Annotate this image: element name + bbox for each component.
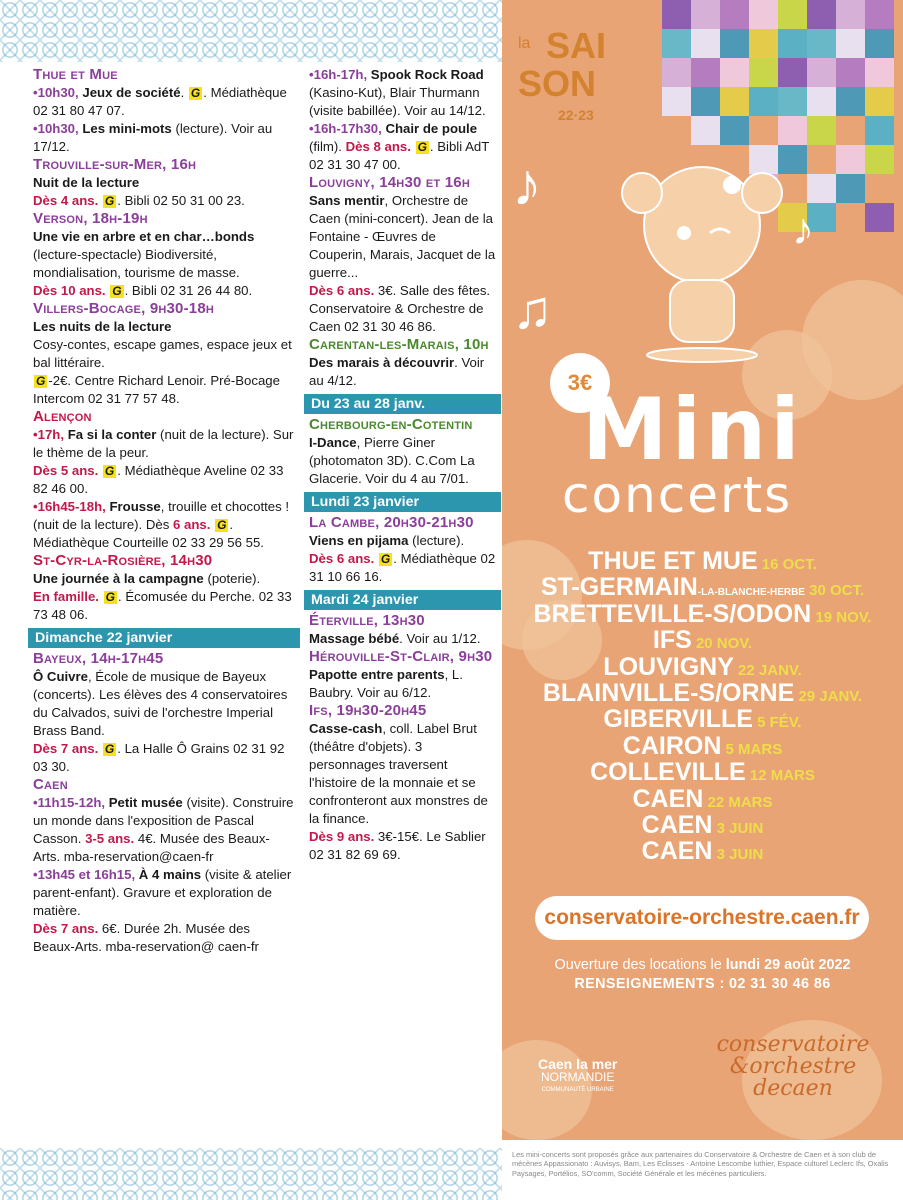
mosaic-tile [836,87,865,116]
town-heading: La Cambe, 20h30-21h30 [309,514,474,531]
concert-date: 22 JANV. [733,661,802,679]
town-heading: Éterville, 13h30 [309,612,425,629]
event-entry: Viens en pijama (lecture). Dès 6 ans. G . Médiathèque 02 31 10 66 16. [309,533,496,584]
town-heading: Louvigny, 14h30 et 16h [309,174,470,191]
mosaic-tile [865,87,894,116]
mosaic-tile [691,29,720,58]
mosaic-tile [691,116,720,145]
mosaic-tile [662,87,691,116]
concert-place: CAEN [641,837,713,866]
day-header: Lundi 23 janvier [304,492,501,512]
town-heading: Ifs, 19h30-20h45 [309,702,427,719]
event-entry: Papotte entre parents, L. Baubry. Voir au 6/12. [309,667,463,700]
music-note-icon: ♫ [512,280,553,340]
mosaic-tile [691,87,720,116]
mosaic-tile [807,87,836,116]
mosaic-tile [778,29,807,58]
event-entry: •10h30, Jeux de société. G . Médiathèque 02 31 80 47 07. [33,85,287,118]
mosaic-tile [836,29,865,58]
mosaic-tile [865,29,894,58]
mosaic-tile [749,87,778,116]
event-entry: Une journée à la campagne (poterie). En famille. G . Écomusée du Perche. 02 33 73 48 06. [33,571,292,622]
mosaic-tile [865,116,894,145]
event-entry: Ô Cuivre, École de musique de Bayeux (concerts). Les élèves des 4 conservatoires du Calvados, suivi de l'orchestre Imperial Brass Band. Dès 7 ans. G . La Halle Ô Grains 02 31 92 03 30. [33,669,288,774]
decorative-pattern-top [0,0,502,62]
event-entry: Une vie en arbre et en char…bonds (lecture-spectacle) Biodiversité, mondialisation, tourisme de masse. Dès 10 ans. G . Bibli 02 31 26 44 80. [33,229,255,298]
caen-la-mer-logo: Caen la mer NORMANDIE COMMUNAUTÉ URBAINE [538,1056,618,1093]
mosaic-tile [807,58,836,87]
event-entry: Des marais à découvrir. Voir au 4/12. [309,355,485,388]
mosaic-tile [865,145,894,174]
mosaic-tile [720,87,749,116]
mosaic-tile [836,0,865,29]
website-link[interactable]: conservatoire-orchestre.caen.fr [535,896,869,940]
event-entry: •16h-17h, Spook Rock Road (Kasino-Kut), Blair Thurmann (visite babillée). Voir au 14/12. [309,67,486,118]
conservatoire-logo: conservatoire &orchestre decaen [716,1032,870,1101]
mini-concerts-poster: la SAI SON 22·23 ♪ ♫ ♪ 3€ Mini concerts THUE ET MUE 16 OCT. ST-GERMAIN-LA-BLANCHE-HERBE 30 OCT. BRETTEVILLE-S/ODON 19 NOV. IFS 20 NOV. LOUVIGNY 22 JANV. BLAINVILLE-S/ORNE 29 JANV. GIBERVILLE 5 FÉV. CAIRON 5 MARS COLLEVILLE 12 MARS CAEN 22 MARS CAEN 3 JUIN CAEN 3 JUIN conservatoire-orchestre.caen.fr Ouverture des locations le lundi 29 août 2022 RENSEIGNEMENTS : 02 31 30 46 86 Caen la mer NORMANDIE COMMUNAUTÉ URBAINE conservatoire &orchestre decaen [502,0,903,1140]
mosaic-tile [720,116,749,145]
mosaic-tile [662,29,691,58]
town-heading: Hérouville-St-Clair, 9h30 [309,648,493,665]
mosaic-tile [778,116,807,145]
event-entry: •10h30, Les mini-mots (lecture). Voir au 17/12. [33,121,273,154]
event-entry: •11h15-12h, Petit musée (visite). Construire un monde dans l'exposition de Pascal Casson. 3-5 ans. 4€. Musée des Beaux-Arts. mba-reservation@caen-fr [33,795,294,864]
mosaic-tile [865,203,894,232]
concert-date: 3 JUIN [712,846,764,864]
mosaic-tile [836,145,865,174]
partners-credit: Les mini-concerts sont proposés grâce aux partenaires du Conservatoire & Orchestre de Caen et à son club de mécènes Appassionato : Auvisys, Bam, Les Eclisses - Antoine Lescombe luthier, Espace culturel Leclerc Ifs, Oxalis Paysages, Portélios, SO'comm, Société Générale et les mécènes particuliers. [512,1150,889,1178]
town-heading: Verson, 18h-19h [33,210,148,227]
free-badge: G [105,590,115,604]
agenda-column-2 [309,66,496,864]
mosaic-tile [807,0,836,29]
town-heading: Caen [33,776,68,793]
event-entry: •17h, Fa si la conter (nuit de la lecture). Sur le thème de la peur. Dès 5 ans. G . Médiathèque Aveline 02 33 82 46 00. [33,427,294,496]
event-entry: Sans mentir, Orchestre de Caen (mini-concert). Jean de la Fontaine - Œuvres de Couperin, Marais, Jacquet de la guerre... Dès 6 ans. 3€. Salle des fêtes. Conservatoire & Orchestre de Caen 02 31 30 46 86. [309,193,496,334]
girl-character-illustration [612,155,792,365]
day-header: Du 23 au 28 janv. [304,394,501,414]
concert-place: ST-GERMAIN [540,573,698,602]
event-entry: •16h-17h30, Chair de poule (film). Dès 8 ans. G . Bibli AdT 02 31 30 47 00. [309,121,490,172]
mosaic-tile [778,58,807,87]
mosaic-tile [778,87,807,116]
poster-title-concerts: concerts [562,466,793,524]
mosaic-tile [691,58,720,87]
concert-place: LOUVIGNY [603,652,734,681]
mosaic-tile [691,0,720,29]
mosaic-tile [778,0,807,29]
town-heading: Cherbourg-en-Cotentin [309,416,473,433]
mosaic-tile [865,58,894,87]
concert-date: 20 NOV. [691,635,753,653]
mosaic-tile [749,58,778,87]
concert-date: 30 OCT. [804,582,865,600]
town-heading: Trouville-sur-Mer, 16h [33,156,197,173]
mosaic-tile [807,116,836,145]
event-entry: Massage bébé. Voir au 1/12. [309,631,481,646]
town-heading: Thue et Mue [33,66,118,83]
concert-place: GIBERVILLE [603,705,753,734]
concert-date: 19 NOV. [811,608,872,626]
day-header: Dimanche 22 janvier [28,628,300,648]
free-badge: G [104,194,115,208]
free-badge: G [36,374,46,388]
free-badge: G [380,552,391,566]
poster-title-mini: Mini [582,380,804,480]
event-entry: I-Dance, Pierre Giner (photomaton 3D). C.Com La Glacerie. Voir du 4 au 7/01. [309,435,475,486]
concert-date: 22 MARS [703,793,773,811]
concert-place: THUE ET MUE [588,547,758,575]
event-entry: Nuit de la lecture Dès 4 ans. G . Bibli 02 50 31 00 23. [33,175,245,208]
concert-place: COLLEVILLE [590,758,746,787]
town-heading: Alençon [33,408,92,425]
mosaic-tile [836,58,865,87]
mosaic-tile [662,0,691,29]
info-phone: RENSEIGNEMENTS : 02 31 30 46 86 [574,976,831,992]
free-badge: G [112,284,122,298]
free-badge: G [217,518,227,532]
town-heading: Bayeux, 14h-17h45 [33,650,164,667]
free-badge: G [417,140,427,154]
concert-place: CAIRON [622,731,722,760]
agenda-column-1 [33,66,295,956]
free-badge: G [190,86,201,100]
price-badge: 3€ [550,353,610,413]
concert-place: BLAINVILLE-S/ORNE [542,679,795,707]
day-header: Mardi 24 janvier [304,590,501,610]
mosaic-tile [662,58,691,87]
concert-date: 5 MARS [721,740,783,758]
decorative-pattern-bottom [0,1148,502,1200]
town-heading: Villers-Bocage, 9h30-18h [33,300,215,317]
concert-place: IFS [652,626,692,655]
town-heading: St-Cyr-la-Rosière, 14h30 [33,552,213,569]
mosaic-tile [836,174,865,203]
concert-date: 12 MARS [745,767,815,785]
concert-date: 3 JUIN [712,820,764,837]
concert-place: CAEN [632,784,704,813]
mosaic-tile [720,29,749,58]
mosaic-tile [865,0,894,29]
concert-date: 16 OCT. [757,556,817,573]
event-entry: Les nuits de la lecture Cosy-contes, escape games, espace jeux et bal littéraire. G -2€. Centre Richard Lenoir. Pré-Bocage Intercom 02 31 77 57 48. [33,319,292,406]
mosaic-tile [749,29,778,58]
town-heading: Carentan-les-Marais, 10h [309,336,489,353]
mosaic-tile [807,29,836,58]
concert-place: BRETTEVILLE-S/ODON [533,599,812,628]
free-badge: G [104,742,115,756]
mosaic-tile [720,0,749,29]
opening-info: Ouverture des locations le lundi 29 août 2022 [554,957,851,973]
event-entry: •13h45 et 16h15, À 4 mains (visite & atelier parent-enfant). Gravure et exploration de matière. Dès 7 ans. 6€. Durée 2h. Musée des Beaux-Arts. mba-reservation@ caen-fr [33,867,292,954]
mosaic-tile [720,58,749,87]
mosaic-tile [807,174,836,203]
concert-place: CAEN [641,811,713,839]
music-note-icon: ♪ [512,151,542,218]
concert-place-suffix: -LA-BLANCHE-HERBE [697,587,805,599]
music-note-icon: ♪ [792,205,814,254]
concert-date: 29 JANV. [794,688,863,705]
event-entry: •16h45-18h, Frousse, trouille et chocottes ! (nuit de la lecture). Dès 6 ans. G . Médiathèque Courteille 02 33 29 56 55. [33,499,290,550]
free-badge: G [104,464,115,478]
mosaic-tile [749,0,778,29]
event-entry: Casse-cash, coll. Label Brut (théâtre d'objets). 3 personnages traversent l'histoire de la monnaie et se confronteront aux monstres de la finance. Dès 9 ans. 3€-15€. Le Sablier 02 31 82 69 69. [309,721,488,862]
concert-date: 5 FÉV. [752,714,802,732]
concert-date-line [502,838,903,868]
